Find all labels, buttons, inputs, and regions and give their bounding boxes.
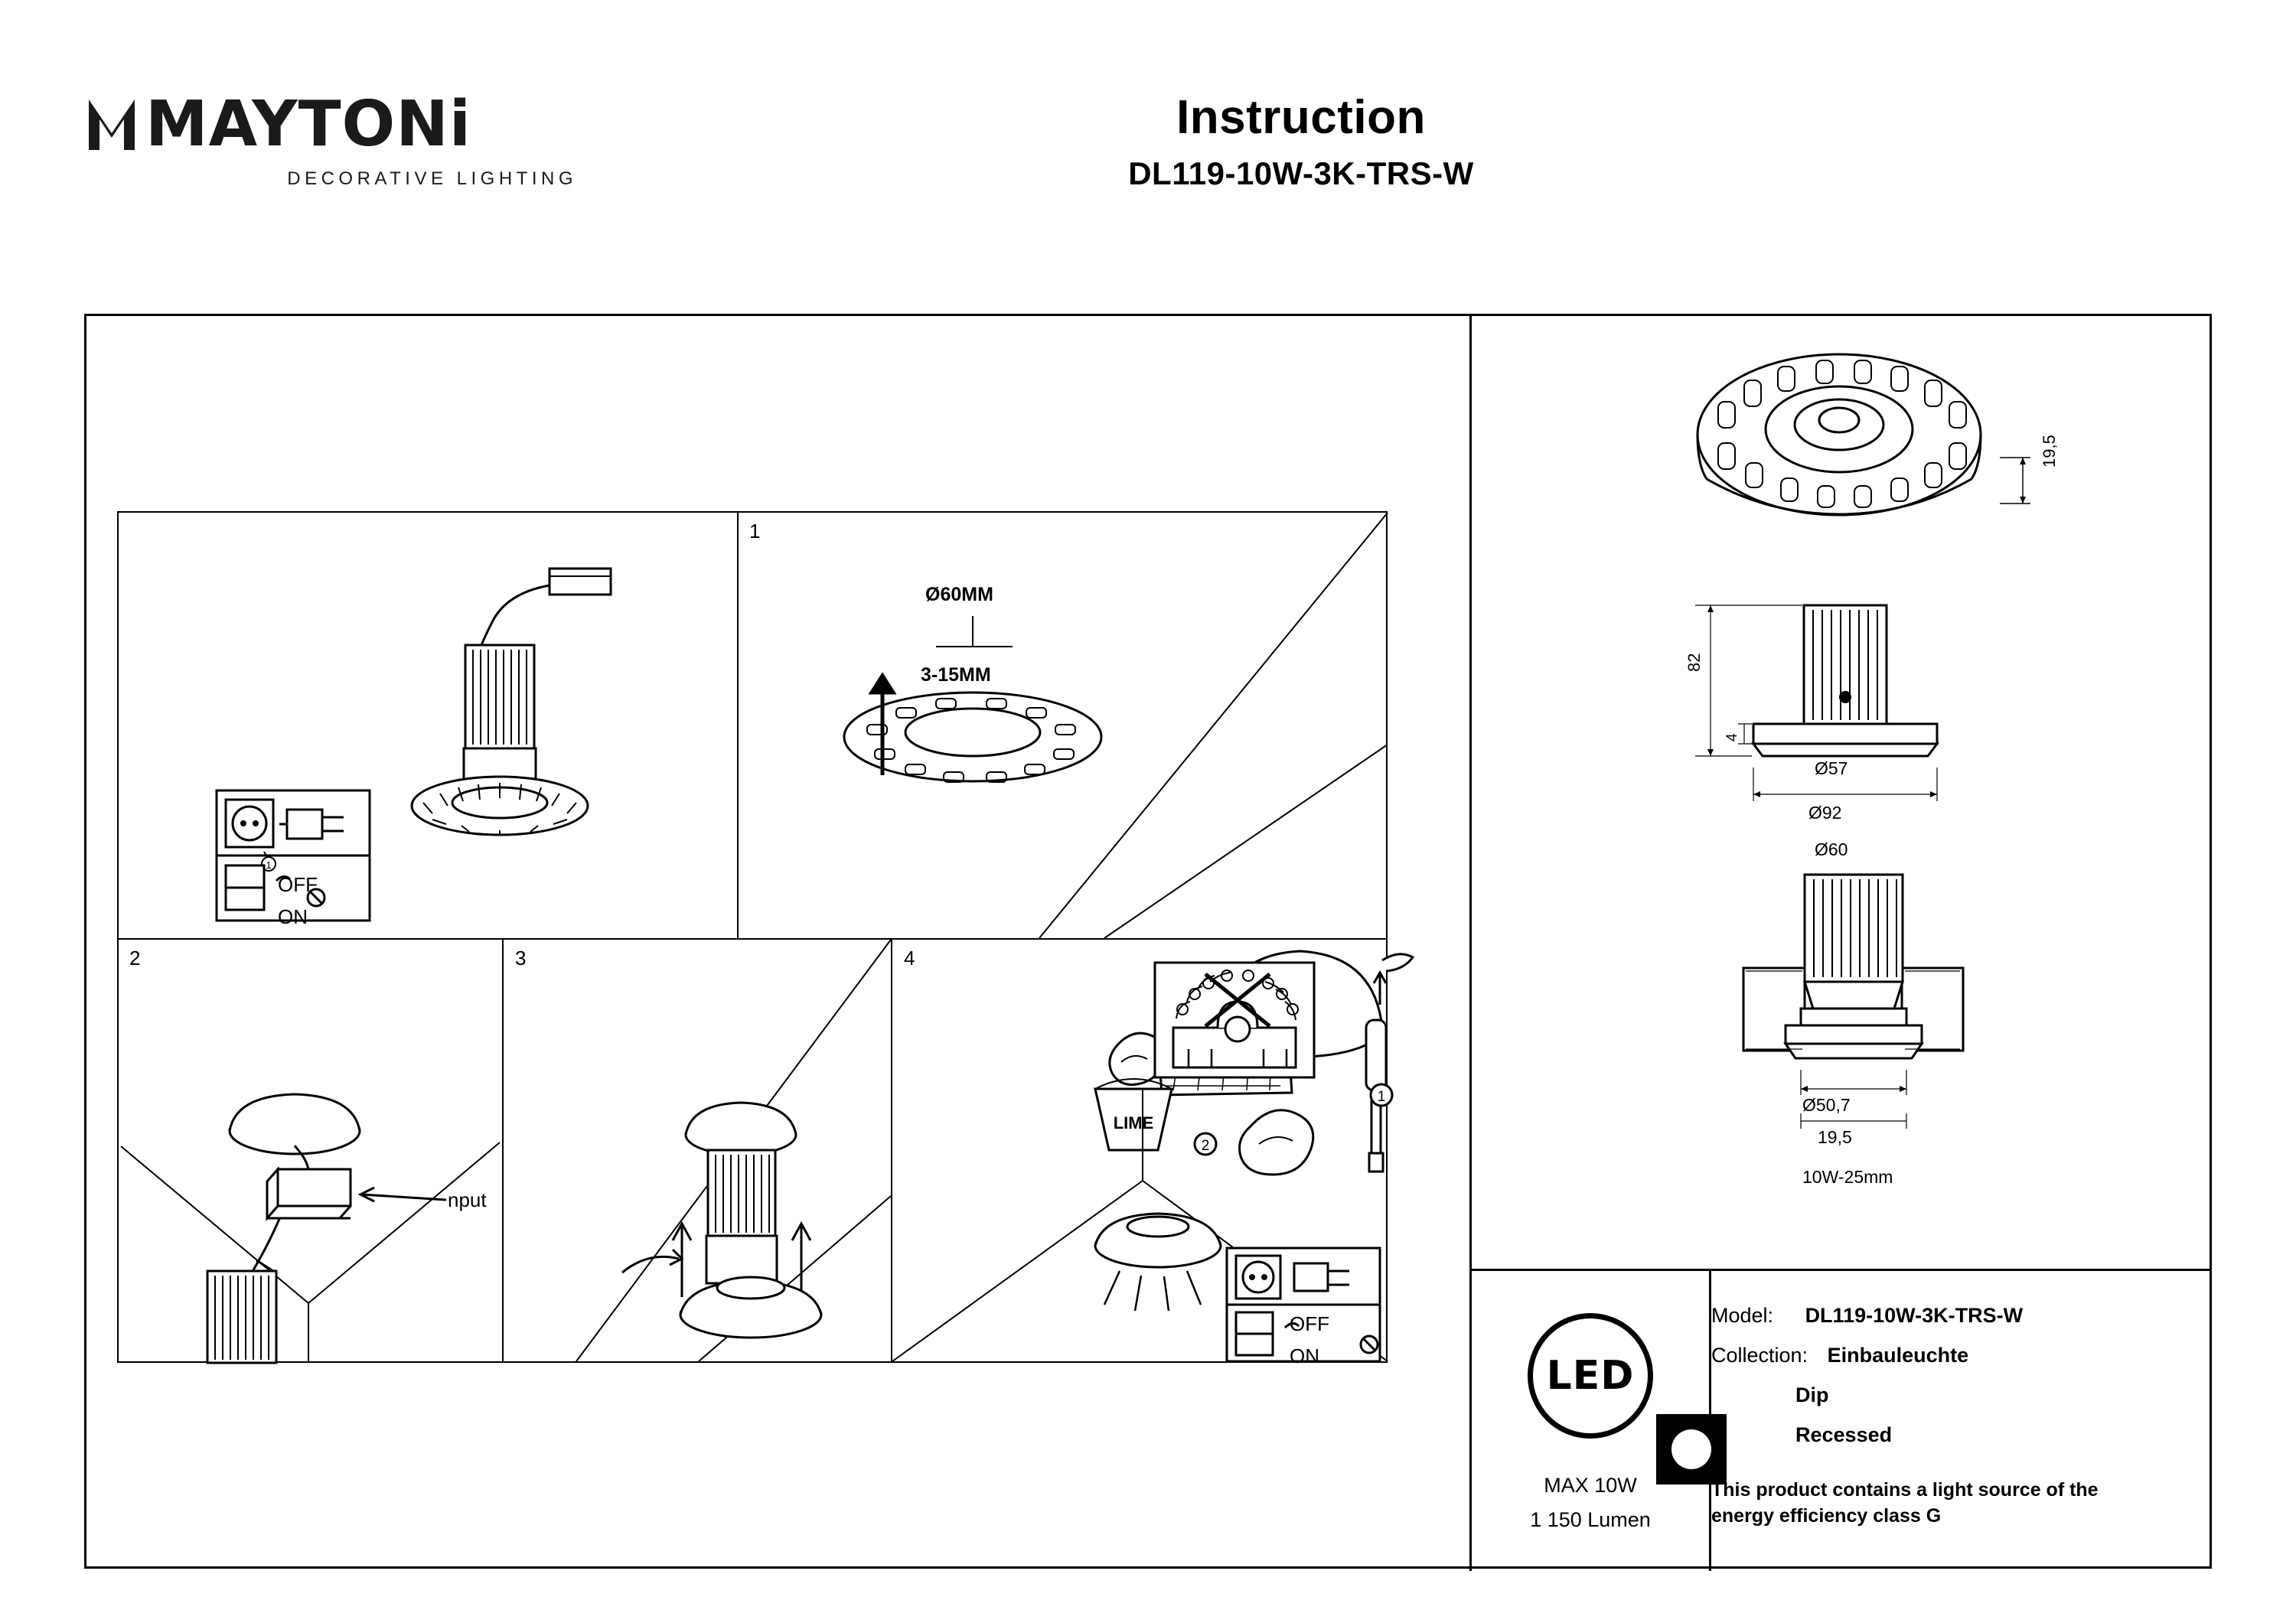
brand-wordmark: MAYTONi <box>145 88 471 161</box>
collection-value: Einbauleuchte <box>1827 1344 1969 1367</box>
page-title: Instruction <box>1176 91 1426 144</box>
switch-bottom-off-label: OFF <box>1290 1312 1329 1335</box>
side-view-outer-diameter: Ø92 <box>1808 803 1842 823</box>
side-view-small-dim: 4 <box>1724 733 1740 741</box>
energy-efficiency-note: This product contains a light source of the energy efficiency class G <box>1711 1479 2099 1527</box>
section-bezel-diameter: Ø50,7 <box>1802 1095 1851 1115</box>
side-view-height-dim: 82 <box>1684 653 1704 672</box>
brand-tagline: DECORATIVE LIGHTING <box>287 168 577 189</box>
title-block <box>765 90 1837 192</box>
led-max-power: MAX 10W <box>1544 1474 1637 1497</box>
section-depth-dim: 19,5 <box>1818 1127 1852 1147</box>
svg-text:LIME: LIME <box>1113 1113 1154 1133</box>
svg-text:1: 1 <box>266 859 272 871</box>
hole-diameter-label: Ø60MM <box>925 584 993 605</box>
product-info <box>1711 1269 2212 1571</box>
step-3-number: 3 <box>515 947 527 970</box>
collection-label: Collection: <box>1711 1344 1808 1367</box>
page-model-code: DL119-10W-3K-TRS-W <box>1128 155 1474 191</box>
led-circle-icon <box>1528 1313 1653 1439</box>
side-view-cut-diameter: Ø60 <box>1815 839 1848 859</box>
switch-top-on-label: ON <box>278 905 308 928</box>
led-lumen-output: 1 150 Lumen <box>1530 1508 1651 1531</box>
energy-class-icon <box>1656 1414 1727 1484</box>
led-mark-label: LED <box>1546 1353 1635 1399</box>
step-1-number: 1 <box>749 520 761 543</box>
step-4-number: 4 <box>904 947 915 970</box>
top-view-height-dim: 19,5 <box>2040 435 2059 468</box>
svg-text:2: 2 <box>1201 1138 1210 1154</box>
step-diagrams-vector <box>86 316 1469 1571</box>
input-label: nput <box>448 1188 487 1211</box>
side-view-inner-diameter: Ø57 <box>1815 758 1848 778</box>
installation-steps-pane <box>86 316 1469 1571</box>
technical-pane <box>1472 316 2212 1571</box>
ceiling-thickness-label: 3-15MM <box>921 664 991 686</box>
energy-class-dot <box>1671 1429 1711 1469</box>
maytoni-mark-icon <box>89 99 135 150</box>
mount-value: Recessed <box>1795 1423 1893 1446</box>
content-frame <box>84 314 2212 1569</box>
page-header <box>0 0 2296 275</box>
model-label: Model: <box>1711 1304 1774 1327</box>
series-value: Dip <box>1795 1383 1829 1406</box>
model-value: DL119-10W-3K-TRS-W <box>1805 1304 2024 1327</box>
technical-drawings-vector <box>1472 316 2212 1269</box>
svg-text:1: 1 <box>1377 1089 1386 1105</box>
switch-bottom-on-label: ON <box>1290 1344 1319 1367</box>
step-2-number: 2 <box>129 947 141 970</box>
brand-logo <box>92 88 582 196</box>
section-thickness-range: 10W-25mm <box>1802 1167 1893 1187</box>
switch-top-off-label: OFF <box>278 873 318 896</box>
